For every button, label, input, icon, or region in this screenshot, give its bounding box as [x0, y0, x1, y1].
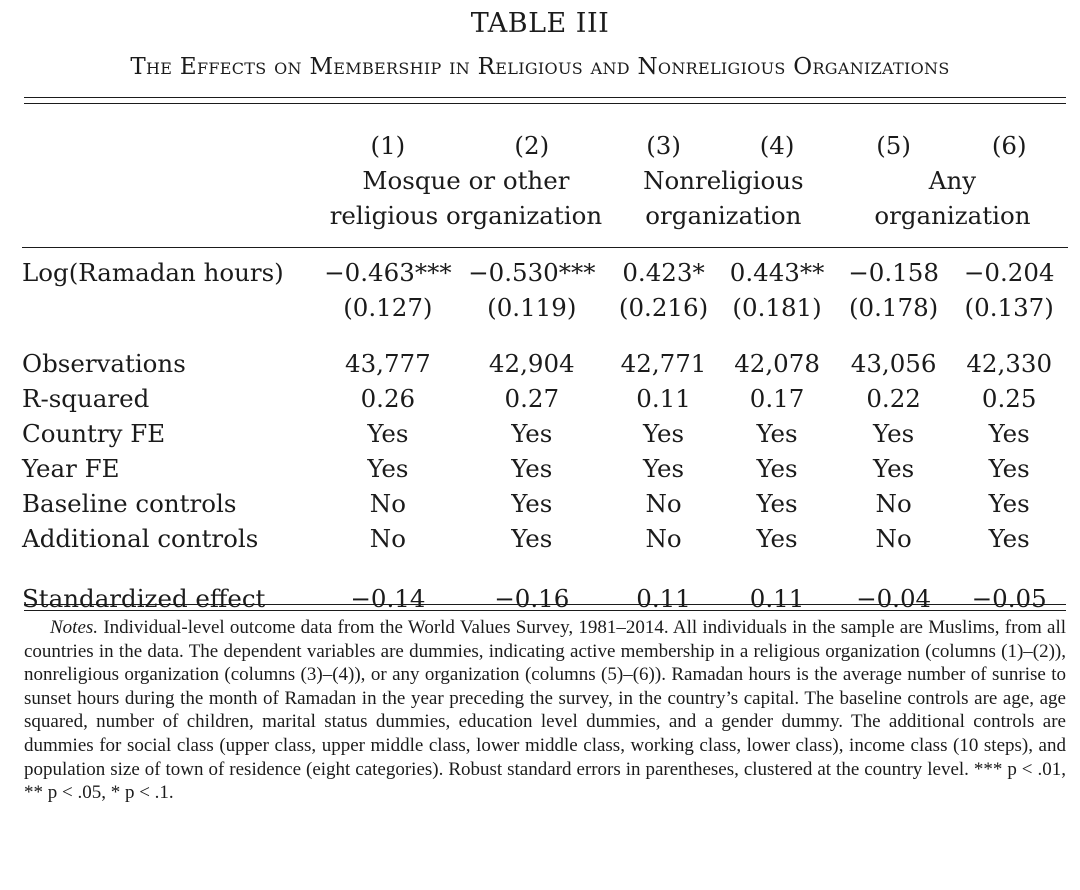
stat-value: Yes [511, 454, 553, 483]
coefficient: −0.204 [963, 258, 1055, 287]
coefficient-row [22, 255, 1068, 290]
column-group-header: organization [645, 201, 802, 230]
stat-value: Yes [511, 524, 553, 553]
bottom-rule-second [24, 610, 1066, 611]
column-number: (1) [370, 131, 406, 160]
stat-value: 42,078 [734, 349, 820, 378]
stat-value: 0.26 [360, 384, 416, 413]
stat-value: Yes [988, 454, 1030, 483]
stat-value: No [369, 489, 406, 518]
standard-error: (0.178) [848, 293, 939, 322]
spacer-row [22, 556, 1068, 581]
column-group-header: Nonreligious [643, 166, 804, 195]
stats-row-baseline-controls [22, 486, 1068, 521]
row-label: Country FE [22, 419, 166, 448]
stat-value: 43,777 [345, 349, 431, 378]
spacer-row [22, 325, 1068, 346]
stat-value: Yes [642, 454, 685, 483]
top-rule [24, 97, 1066, 98]
top-rule-second [24, 103, 1066, 104]
column-number: (6) [991, 131, 1027, 160]
coefficient: 0.443** [729, 258, 825, 287]
row-label: Additional controls [22, 524, 259, 553]
coefficient: −0.530*** [468, 258, 596, 287]
effect-value: −0.04 [856, 584, 932, 613]
stat-value: 0.17 [749, 384, 805, 413]
stat-value: Yes [367, 454, 409, 483]
stats-row-additional-controls [22, 521, 1068, 556]
column-group-row-1 [22, 163, 1068, 198]
stat-value: Yes [756, 454, 798, 483]
column-group-header: religious organization [329, 201, 603, 230]
stat-value: Yes [642, 419, 685, 448]
column-group-header: Any [928, 166, 977, 195]
effect-value: 0.11 [636, 584, 691, 613]
row-label: Year FE [22, 454, 120, 483]
effect-value: −0.05 [971, 584, 1047, 613]
notes-label: Notes. [50, 617, 99, 638]
coefficient: −0.463*** [324, 258, 452, 287]
row-label: Standardized effect [22, 584, 266, 613]
stat-value: Yes [756, 419, 798, 448]
r-squared-label: R-squared [22, 384, 150, 413]
column-group-row-2 [22, 198, 1068, 233]
stat-value: 0.11 [636, 384, 691, 413]
stat-value: No [645, 489, 682, 518]
stat-value: 0.25 [981, 384, 1037, 413]
standard-error: (0.137) [964, 293, 1054, 322]
stat-value: Yes [756, 489, 798, 518]
stat-value: Yes [988, 489, 1030, 518]
stat-value: Yes [873, 454, 915, 483]
stats-row-country-fe [22, 416, 1068, 451]
stats-row-observations [22, 346, 1068, 381]
stat-value: No [875, 524, 912, 553]
table-subtitle: The Effects on Membership in Religious and Nonreligious Organizations [130, 54, 950, 80]
standard-error-row [22, 290, 1068, 325]
row-label: Log(Ramadan hours) [22, 258, 284, 287]
standard-error: (0.181) [732, 293, 822, 322]
effect-value: −0.14 [350, 584, 426, 613]
column-number: (3) [646, 131, 681, 160]
stat-value: 42,904 [488, 349, 575, 378]
stat-value: Yes [873, 419, 915, 448]
effect-value: 0.11 [749, 584, 805, 613]
stat-value: Yes [988, 524, 1030, 553]
spacer-row [22, 248, 1068, 256]
stats-row-r-squared [22, 381, 1068, 416]
row-label: Observations [22, 349, 186, 378]
blank-cell [22, 128, 322, 163]
column-number: (2) [514, 131, 550, 160]
stat-value: 42,330 [966, 349, 1053, 378]
row-label [22, 381, 322, 416]
stat-value: 42,771 [620, 349, 707, 378]
standard-error: (0.127) [343, 293, 433, 322]
column-group-header: organization [874, 201, 1031, 230]
table-notes [24, 616, 1066, 805]
coefficient: 0.423* [622, 258, 705, 287]
column-numbers-row [22, 128, 1068, 163]
results-table [22, 128, 1068, 616]
stat-value: Yes [756, 524, 798, 553]
standard-error: (0.216) [618, 293, 709, 322]
coefficient: −0.158 [848, 258, 939, 287]
standard-error: (0.119) [487, 293, 577, 322]
stat-value: No [875, 489, 912, 518]
header-rule [22, 233, 1068, 248]
bottom-rule [24, 604, 1066, 605]
stat-value: Yes [367, 419, 409, 448]
stat-value: Yes [988, 419, 1030, 448]
stat-value: Yes [511, 419, 553, 448]
column-number: (4) [759, 131, 795, 160]
table-title: TABLE III [470, 8, 610, 39]
header-rule-row [22, 233, 1068, 248]
stat-value: 43,056 [850, 349, 937, 378]
notes-text: Individual-level outcome data from the World Values Survey, 1981–2014. All individuals in the sample are Muslims, from all countries in the data. The dependent variables are dummies, indicating active membership in a religious organization (columns (1)–(2)), nonreligious organization (columns (3)–(4)), or any organization (columns (5)–(6)). Ramadan hours is the average number of sunrise to sunset hours during the month of Ramadan in the year preceding the survey, in the country’s capital. The baseline controls are age, age squared, number of children, marital status dummies, education level dummies, and a gender dummy. The additional controls are dummies for social class (upper class, upper middle class, lower middle class, working class, lower class), income class (10 steps), and population size of town of residence (eight categories). Robust standard errors in parentheses, clustered at the country level. *** p < .01, ** p < .05, * p < .1. [24, 617, 1066, 804]
column-group-header: Mosque or other [362, 166, 570, 195]
stat-value: No [369, 524, 406, 553]
stat-value: 0.27 [504, 384, 560, 413]
stat-value: No [645, 524, 682, 553]
column-number: (5) [876, 131, 911, 160]
effect-value: −0.16 [494, 584, 570, 613]
stat-value: Yes [511, 489, 553, 518]
row-label: Baseline controls [22, 489, 237, 518]
stat-value: 0.22 [866, 384, 921, 413]
stats-row-year-fe [22, 451, 1068, 486]
